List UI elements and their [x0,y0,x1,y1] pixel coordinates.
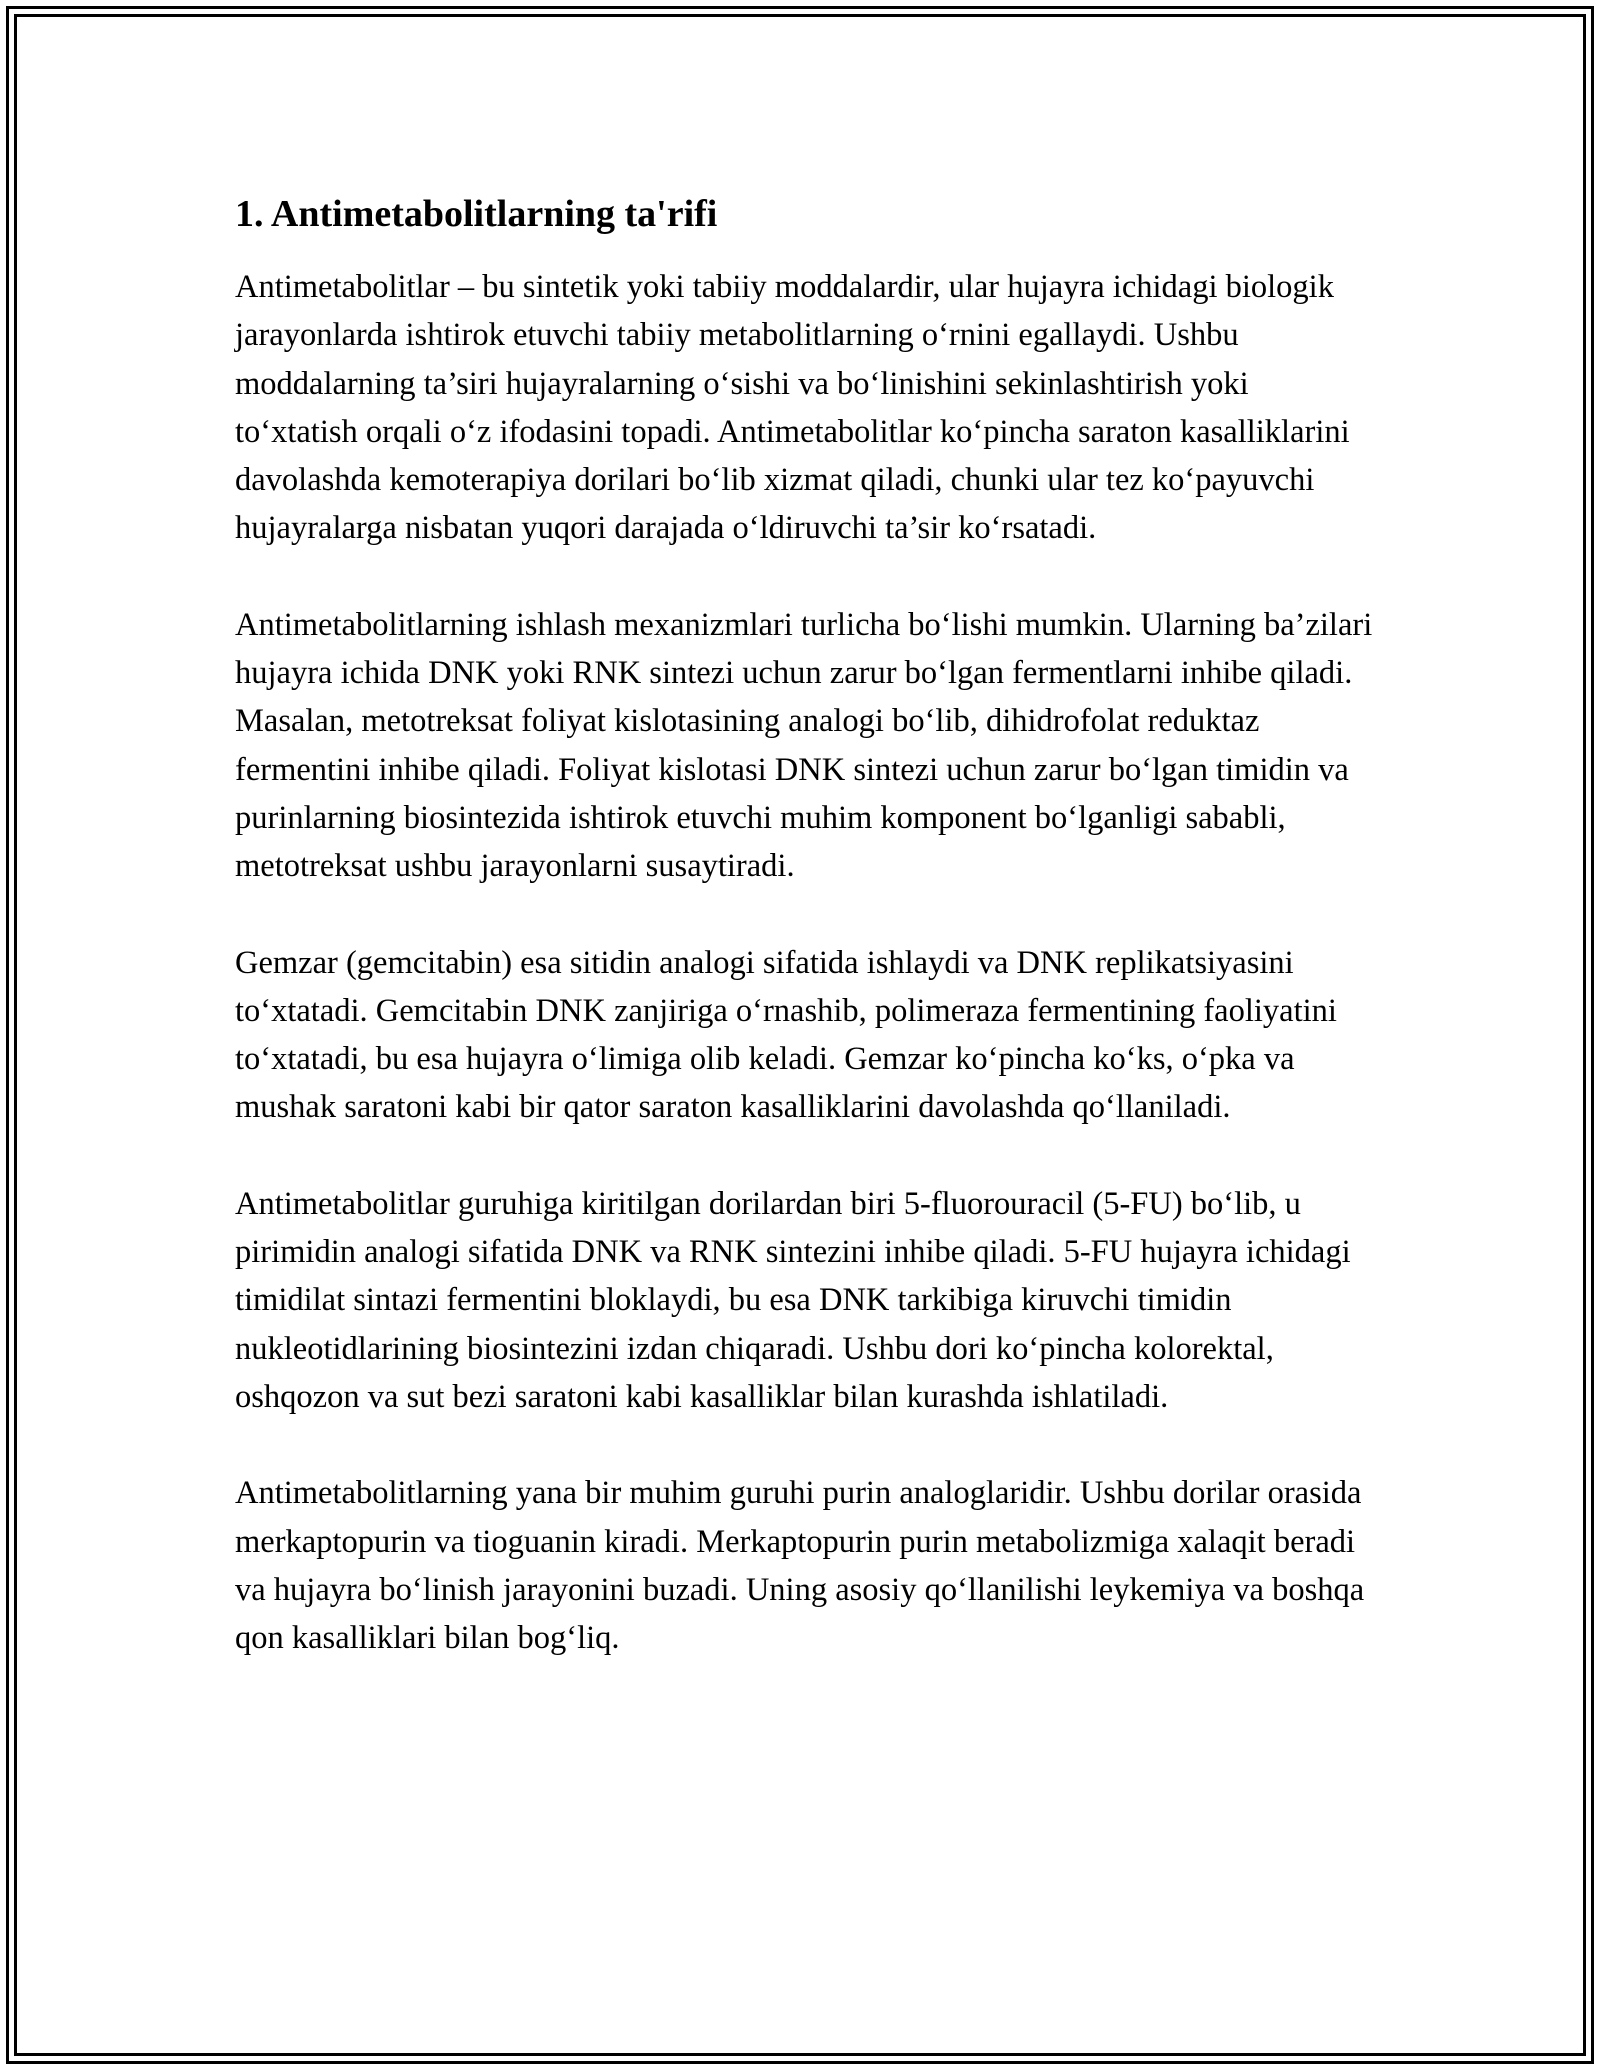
paragraph-purin-analogs: Antimetabolitlarning yana bir muhim guruhi purin analoglaridir. Ushbu dorilar orasida merkaptopurin va tioguanin kiradi. Merkaptopurin purin metabolizmiga xalaqit beradi va hujayra bo‘linish jarayonini buzadi. Uning asosiy qo‘llanilishi leykemiya va boshqa qon kasalliklari bilan bog‘liq. [235,1475,1365,1657]
document-body [235,186,1375,1662]
paragraph-fluorouracil: Antimetabolitlar guruhiga kiritilgan dorilardan biri 5-fluorouracil (5-FU) bo‘lib, u pirimidin analogi sifatida DNK va RNK sintezini inhibe qiladi. 5-FU hujayra ichidagi timidilat sintazi fermentini bloklaydi, bu esa DNK tarkibiga kiruvchi timidin nukleotidlarining biosintezini izdan chiqaradi. Ushbu dori ko‘pincha kolorektal, oshqozon va sut bezi saratoni kabi kasalliklar bilan kurashda ishlatiladi. [235,1185,1351,1415]
section-heading: 1. Antimetabolitlarning ta'rifi [235,193,718,235]
paragraph-definition: Antimetabolitlar – bu sintetik yoki tabiiy moddalardir, ular hujayra ichidagi biologik jarayonlarda ishtirok etuvchi tabiiy metabolitlarning o‘rnini egallaydi. Ushbu moddalarning ta’siri hujayralarning o‘sishi va bo‘linishini sekinlashtirish yoki to‘xtatish orqali o‘z ifodasini topadi. Antimetabolitlar ko‘pincha saraton kasalliklarini davolashda kemoterapiya dorilari bo‘lib xizmat qiladi, chunki ular tez ko‘payuvchi hujayralarga nisbatan yuqori darajada o‘ldiruvchi ta’sir ko‘rsatadi. [235,269,1350,547]
paragraph-gemzar: Gemzar (gemcitabin) esa sitidin analogi sifatida ishlaydi va DNK replikatsiyasini to‘xtatadi. Gemcitabin DNK zanjiriga o‘rnashib, polimeraza fermentining faoliyatini to‘xtatadi, bu esa hujayra o‘limiga olib keladi. Gemzar ko‘pincha ko‘ks, o‘pka va mushak saratoni kabi bir qator saraton kasalliklarini davolashda qo‘llaniladi. [235,944,1337,1126]
paragraph-mechanisms: Antimetabolitlarning ishlash mexanizmlari turlicha bo‘lishi mumkin. Ularning ba’zilari hujayra ichida DNK yoki RNK sintezi uchun zarur bo‘lgan fermentlarni inhibe qiladi. Masalan, metotreksat foliyat kislotasining analogi bo‘lib, dihidrofolat reduktaz fermentini inhibe qiladi. Foliyat kislotasi DNK sintezi uchun zarur bo‘lgan timidin va purinlarning biosintezida ishtirok etuvchi muhim komponent bo‘lganligi sababli, metotreksat ushbu jarayonlarni susaytiradi. [235,606,1373,885]
